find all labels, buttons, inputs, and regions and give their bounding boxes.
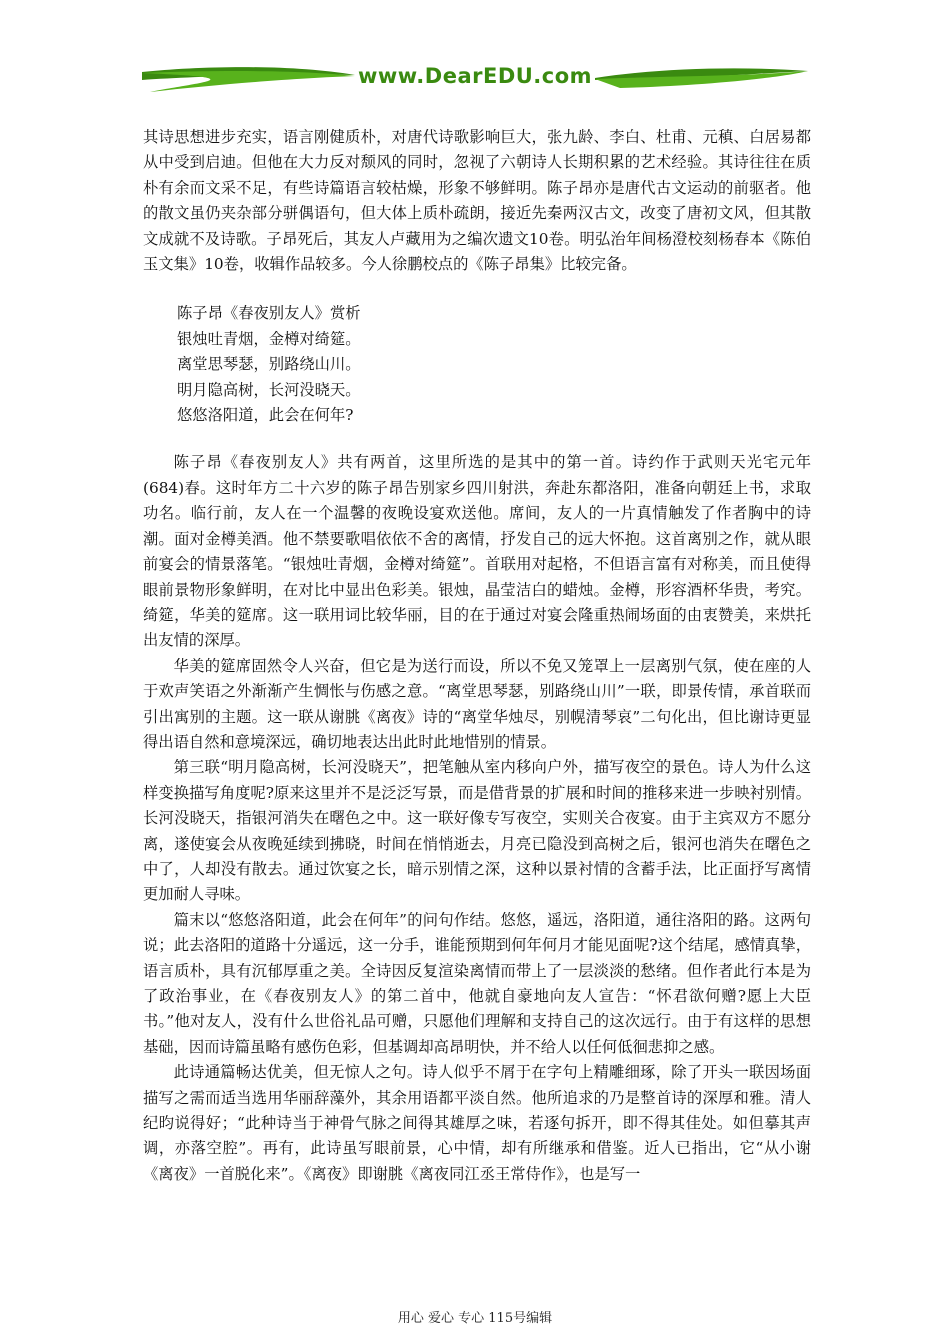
poem-line: 明月隐高树，长河没晓天。 — [177, 380, 361, 399]
article-body — [143, 125, 811, 1187]
page-footer: 用心 爱心 专心 115号编辑 — [397, 1311, 553, 1326]
poem-block — [143, 301, 811, 428]
poem-line: 悠悠洛阳道，此会在何年? — [177, 406, 354, 425]
analysis-paragraph: 第三联“明月隐高树，长河没晓天”，把笔触从室内移向户外，描写夜空的景色。诗人为什么这样变换描写角度呢?原来这里并不是泛泛写景，而是借背景的扩展和时间的推移来进一步映衬别情。长河没晓天，指银河消失在曙色之中。这一联好像专写夜空，实则关合夜宴。由于主宾双方不愿分离，遂使宴会从夜晚延续到拂晓，时间在悄悄逝去，月亮已隐没到高树之后，银河也消失在曙色之中了，人却没有散去。通过饮宴之长，暗示别情之深，这种以景衬情的含蓄手法，比正面抒写离情更加耐人寻味。 — [143, 758, 811, 904]
analysis-paragraph: 篇末以“悠悠洛阳道，此会在何年”的问句作结。悠悠，遥远，洛阳道，通往洛阳的路。这两句说；此去洛阳的道路十分遥远，这一分手，谁能预期到何年何月才能见面呢?这个结尾，感情真挚，语言质朴，具有沉郁厚重之美。全诗因反复渲染离情而带上了一层淡淡的愁绪。但作者此行本是为了政治事业，在《春夜别友人》的第二首中，他就自豪地向友人宣告：“怀君欲何赠?愿上大臣书。”他对友人，没有什么世俗礼品可赠，只愿他们理解和支持自己的这次远行。由于有这样的思想基础，因而诗篇虽略有感伤色彩，但基调却高昂明快，并不给人以任何低徊悲抑之感。 — [143, 910, 811, 1056]
page-header — [140, 58, 810, 98]
poem-title: 陈子昂《春夜别友人》赏析 — [177, 304, 361, 323]
analysis-paragraph: 华美的筵席固然令人兴奋，但它是为送行而设，所以不免又笼罩上一层离别气氛，使在座的人于欢声笑语之外渐渐产生惆怅与伤感之意。“离堂思琴瑟，别路绕山川”一联，即景传情，承首联而引出寓别的主题。这一联从谢朓《离夜》诗的“离堂华烛尽，别幌清琴哀”二句化出，但比谢诗更显得出语自然和意境深远，确切地表达出此时此地惜别的情景。 — [143, 656, 811, 751]
poem-line: 银烛吐青烟，金樽对绮筵。 — [177, 329, 361, 348]
analysis-paragraph: 此诗通篇畅达优美，但无惊人之句。诗人似乎不屑于在字句上精雕细琢，除了开头一联因场面描写之需而适当选用华丽辞藻外，其余用语都平淡自然。他所追求的乃是整首诗的深厚和雅。清人纪昀说得好；“此种诗当于神骨气脉之间得其雄厚之味，若逐句拆开，即不得其佳处。如但摹其声调，亦落空腔”。再有，此诗虽写眼前景，心中情，却有所继承和借鉴。近人已指出，它“从小谢《离夜》一首脱化来”。《离夜》即谢朓《离夜同江丞王常侍作》，也是写一 — [143, 1063, 811, 1183]
analysis-paragraph: 陈子昂《春夜别友人》共有两首，这里所选的是其中的第一首。诗约作于武则天光宅元年(684)春。这时年方二十六岁的陈子昂告别家乡四川射洪，奔赴东都洛阳，准备向朝廷上书，求取功名。临行前，友人在一个温馨的夜晚设宴欢送他。席间，友人的一片真情触发了作者胸中的诗潮。面对金樽美酒。他不禁要歌唱依依不舍的离情，抒发自己的远大怀抱。这首离别之作，就从眼前宴会的情景落笔。“银烛吐青烟，金樽对绮筵”。首联用对起格，不但语言富有对称美，而且使得眼前景物形象鲜明，在对比中显出色彩美。银烛，晶莹洁白的蜡烛。金樽，形容酒杯华贵，考究。绮筵，华美的筵席。这一联用词比较华丽，目的在于通过对宴会隆重热闹场面的由衷赞美，来烘托出友情的深厚。 — [143, 453, 811, 650]
poem-line: 离堂思琴瑟，别路绕山川。 — [177, 355, 361, 374]
site-logo-text[interactable]: www.DearEDU.com — [357, 64, 593, 88]
intro-paragraph: 其诗思想进步充实，语言刚健质朴，对唐代诗歌影响巨大，张九龄、李白、杜甫、元稹、白居易都从中受到启迪。但他在大力反对颓风的同时，忽视了六朝诗人长期积累的艺术经验。其诗往往在质朴有余而文采不足，有些诗篇语言较枯燥，形象不够鲜明。陈子昂亦是唐代古文运动的前驱者。他的散文虽仍夹杂部分骈偶语句，但大体上质朴疏朗，接近先秦两汉古文，改变了唐初文风，但其散文成就不及诗歌。子昂死后，其友人卢藏用为之编次遗文10卷。明弘治年间杨澄校刻杨春本《陈伯玉文集》10卷，收辑作品较多。今人徐鹏校点的《陈子昂集》比较完备。 — [143, 128, 811, 274]
